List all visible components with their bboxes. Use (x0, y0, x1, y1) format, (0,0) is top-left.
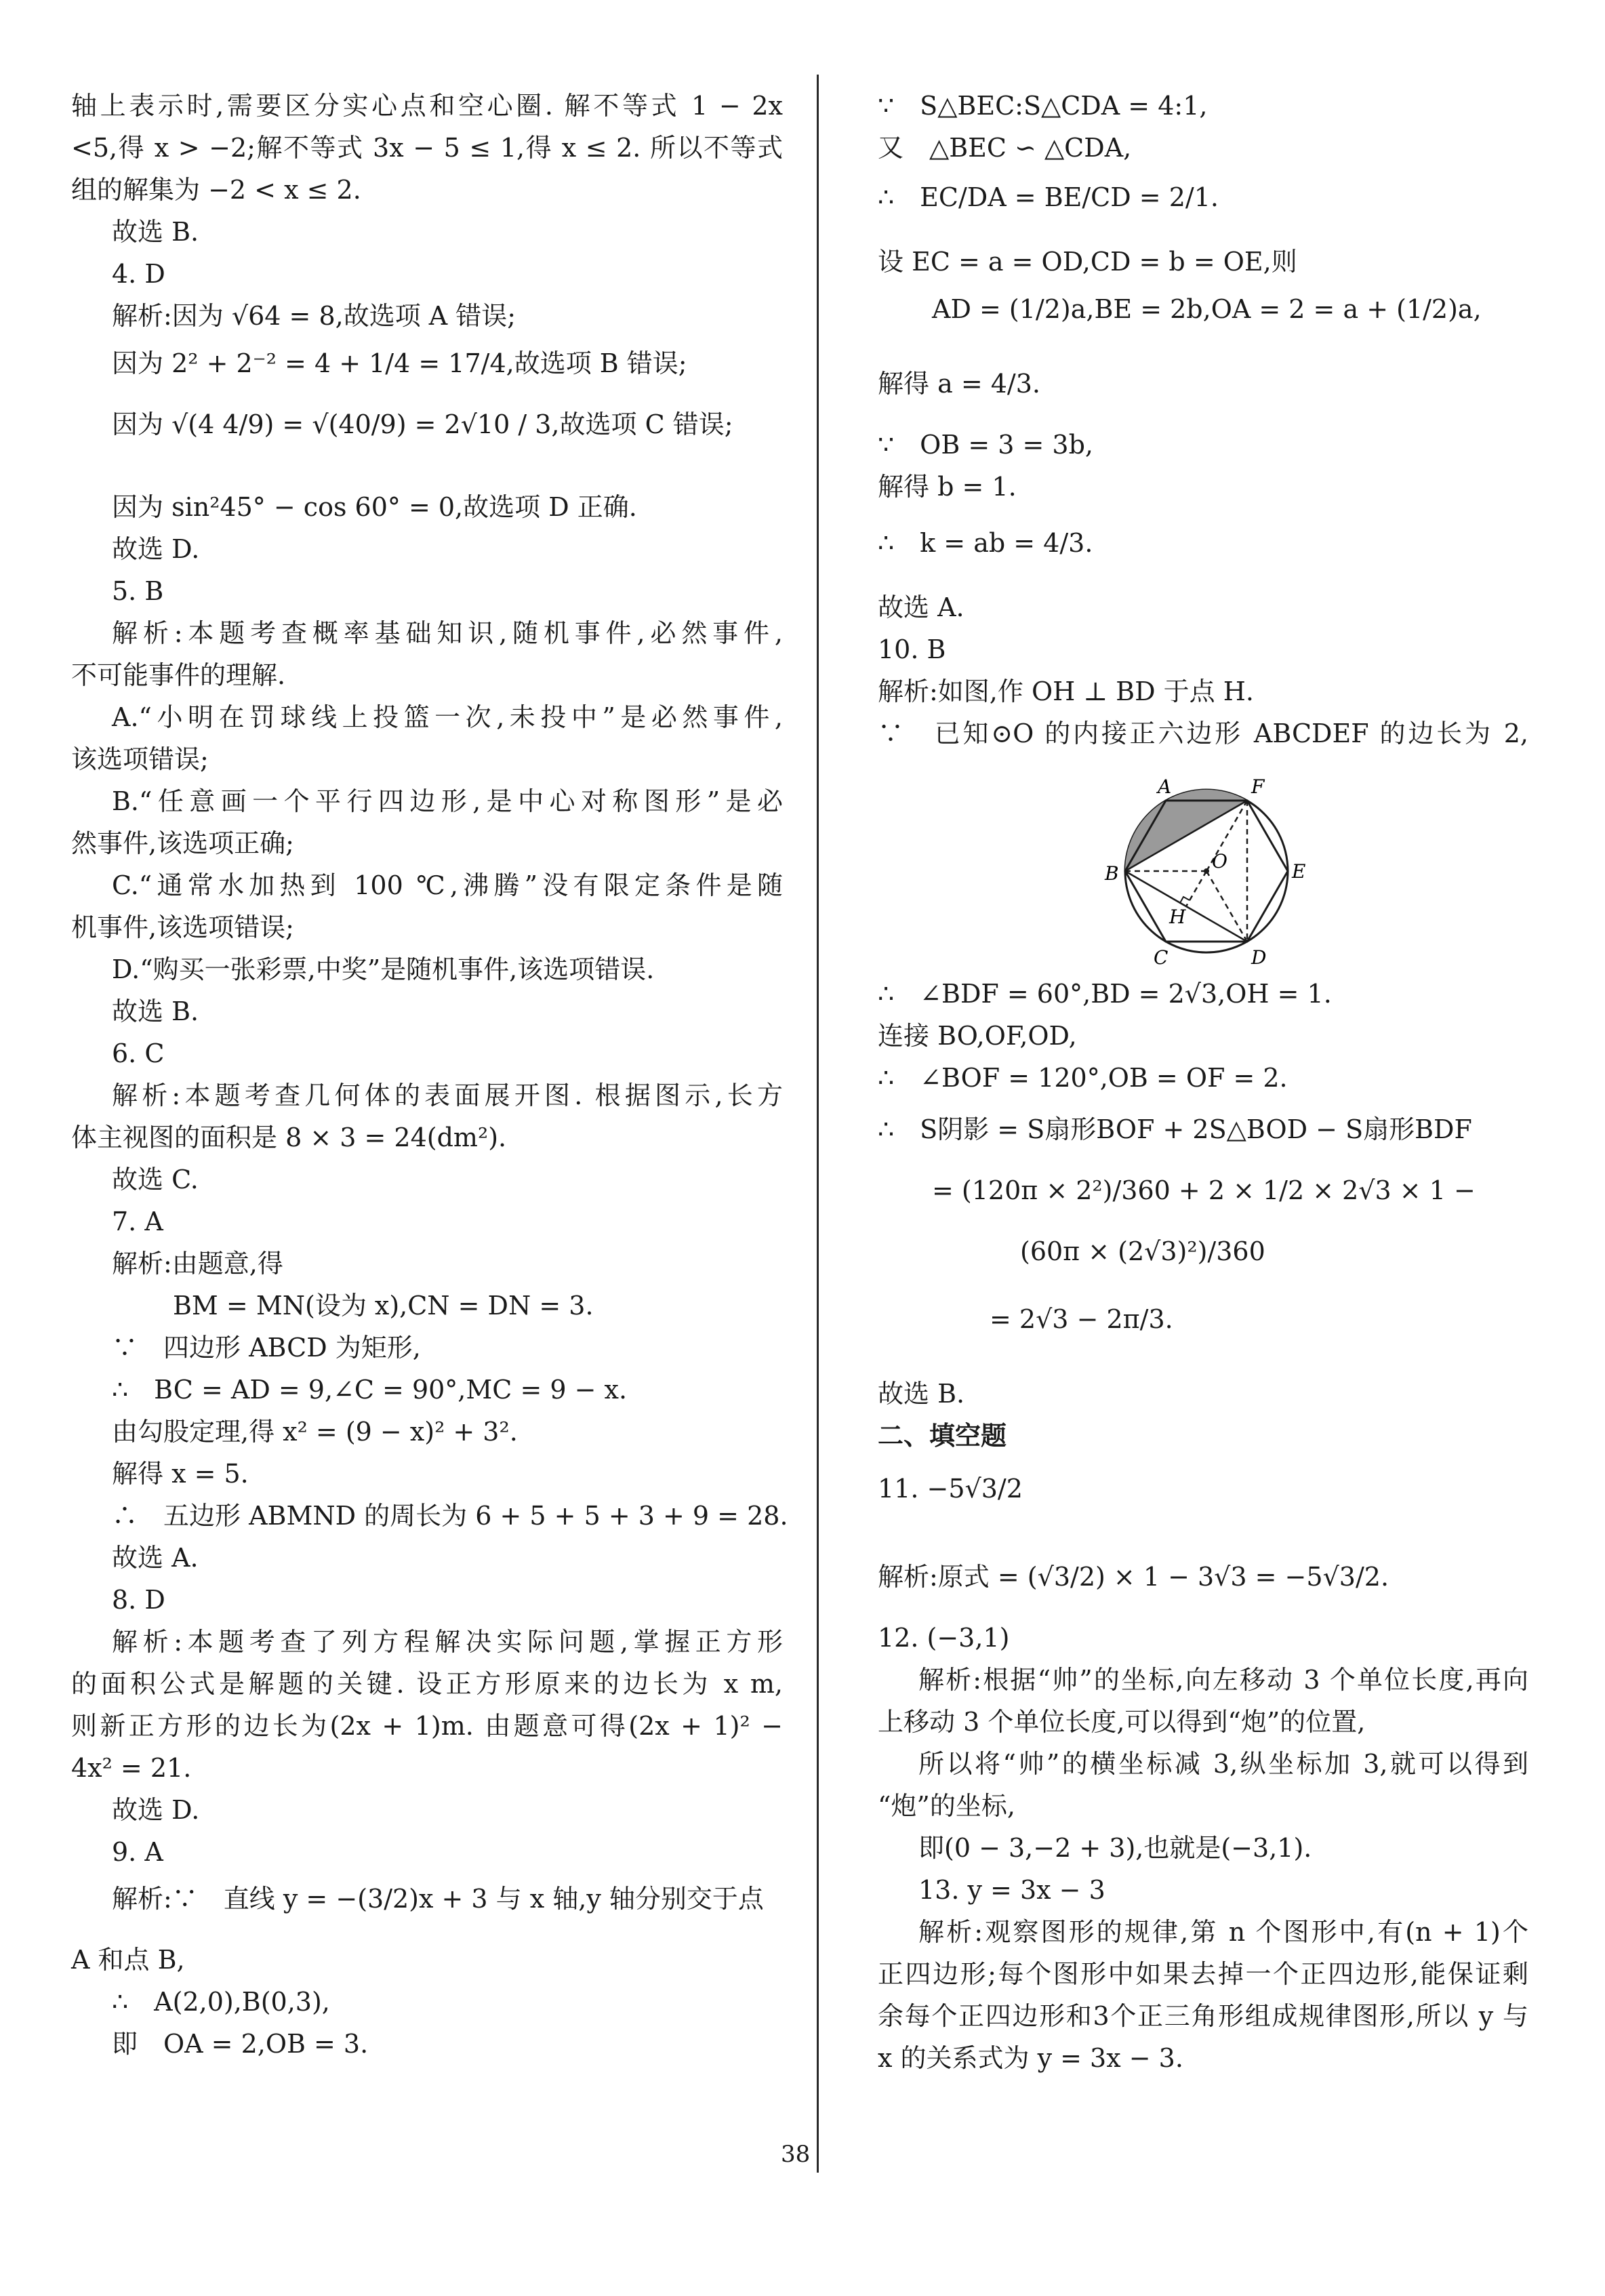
hexagon-circle-figure (1098, 773, 1322, 969)
left-text-line: 不可能事件的理解. (71, 660, 286, 690)
right-text-line: 余每个正四边形和3个正三角形组成规律图形,所以 y 与 (878, 2001, 1528, 2031)
right-text-line: 11. −5√3/2 (878, 1474, 1023, 1504)
left-text-line: 即 OA = 2,OB = 3. (112, 2029, 369, 2059)
right-text-line: 所以将“帅”的横坐标减 3,纵坐标加 3,就可以得到 (918, 1749, 1528, 1779)
label-c: C (1154, 946, 1169, 969)
right-text-line: x 的关系式为 y = 3x − 3. (878, 2043, 1183, 2073)
left-text-line: 然事件,该选项正确; (71, 828, 294, 858)
center-dot (1204, 868, 1209, 874)
label-a: A (1158, 776, 1172, 798)
left-text-line: 解析:本题考查了列方程解决实际问题,掌握正方形 (112, 1627, 783, 1657)
right-text-line: 解析:如图,作 OH ⊥ BD 于点 H. (878, 677, 1254, 706)
left-text-line: 9. A (112, 1837, 163, 1867)
right-text-line: 12. (−3,1) (878, 1623, 1010, 1653)
right-text-line: AD = (1/2)a,BE = 2b,OA = 2 = a + (1/2)a, (932, 294, 1482, 324)
right-text-line: = (120π × 2²)/360 + 2 × 1/2 × 2√3 × 1 − (932, 1175, 1476, 1205)
left-text-line: 故选 B. (112, 217, 199, 247)
left-text-line: 由勾股定理,得 x² = (9 − x)² + 3². (112, 1417, 518, 1447)
right-text-line: 故选 B. (878, 1379, 965, 1409)
left-text-line: 解析:∵ 直线 y = −(3/2)x + 3 与 x 轴,y 轴分别交于点 (112, 1884, 764, 1914)
right-text-line: 即(0 − 3,−2 + 3),也就是(−3,1). (918, 1833, 1312, 1863)
right-text-line: ∵ S△BEC:S△CDA = 4:1, (878, 91, 1208, 121)
left-text-line: 5. B (112, 576, 164, 606)
left-text-line: 因为 √(4 4/9) = √(40/9) = 2√10 / 3,故选项 C 错误; (112, 409, 733, 439)
right-text-line: 二、填空题 (878, 1420, 1007, 1451)
left-text-line: 解析:本题考查概率基础知识,随机事件,必然事件, (112, 618, 783, 648)
left-text-line: ∴ 五边形 ABMND 的周长为 6 + 5 + 5 + 3 + 9 = 28. (112, 1501, 788, 1531)
right-text-line: (60π × (2√3)²)/360 (1020, 1236, 1265, 1266)
right-text-line: 解得 b = 1. (878, 472, 1017, 502)
segment-oh (1186, 871, 1206, 906)
left-text-line: A.“小明在罚球线上投篮一次,未投中”是必然事件, (112, 702, 783, 732)
left-text-line: 的面积公式是解题的关键. 设正方形原来的边长为 x m, (71, 1669, 783, 1699)
left-text-line: 解析:因为 √64 = 8,故选项 A 错误; (112, 301, 516, 331)
right-text-line: ∵ 已知⊙O 的内接正六边形 ABCDEF 的边长为 2, (878, 719, 1528, 748)
left-text-line: 4x² = 21. (71, 1753, 192, 1783)
right-text-line: ∴ k = ab = 4/3. (878, 528, 1093, 558)
left-text-line: 4. D (112, 259, 165, 289)
left-text-line: 则新正方形的边长为(2x + 1)m. 由题意可得(2x + 1)² − (71, 1711, 783, 1741)
right-text-line: ∴ ∠BOF = 120°,OB = OF = 2. (878, 1063, 1288, 1093)
left-text-line: 机事件,该选项错误; (71, 912, 294, 942)
left-text-line: 7. A (112, 1207, 163, 1236)
left-text-line: 故选 B. (112, 996, 199, 1026)
right-text-line: ∴ S阴影 = S扇形BOF + 2S△BOD − S扇形BDF (878, 1114, 1472, 1144)
right-text-line: 解析:根据“帅”的坐标,向左移动 3 个单位长度,再向 (918, 1665, 1528, 1695)
left-text-line: 体主视图的面积是 8 × 3 = 24(dm²). (71, 1123, 507, 1152)
right-text-line: 故选 A. (878, 592, 964, 622)
left-text-line: 组的解集为 −2 < x ≤ 2. (71, 175, 361, 205)
left-text-line: ∴ A(2,0),B(0,3), (112, 1987, 330, 2017)
left-text-line: <5,得 x > −2;解不等式 3x − 5 ≤ 1,得 x ≤ 2. 所以不等式 (71, 133, 783, 163)
left-text-line: 该选项错误; (71, 744, 209, 774)
label-h: H (1169, 906, 1186, 928)
shaded-region (1125, 790, 1247, 871)
left-text-line: ∵ 四边形 ABCD 为矩形, (112, 1333, 421, 1363)
right-text-line: 解析:观察图形的规律,第 n 个图形中,有(n + 1)个 (918, 1917, 1528, 1947)
left-text-line: A 和点 B, (71, 1945, 185, 1975)
label-e: E (1292, 860, 1306, 883)
right-text-line: “炮”的坐标, (878, 1791, 1015, 1821)
left-text-line: 故选 D. (112, 1795, 200, 1825)
left-text-line: 解析:本题考查几何体的表面展开图. 根据图示,长方 (112, 1081, 783, 1110)
left-text-line: C.“通常水加热到 100 ℃,沸腾”没有限定条件是随 (112, 870, 783, 900)
right-text-line: 正四边形;每个图形中如果去掉一个正四边形,能保证剩 (878, 1959, 1528, 1989)
left-text-line: ∴ BC = AD = 9,∠C = 90°,MC = 9 − x. (112, 1375, 628, 1405)
page-number: 38 (781, 2141, 811, 2168)
right-text-line: 解得 a = 4/3. (878, 369, 1040, 399)
left-text-line: 故选 C. (112, 1165, 199, 1194)
right-text-line: 设 EC = a = OD,CD = b = OE,则 (878, 247, 1297, 277)
right-text-line: 10. B (878, 635, 946, 664)
label-b: B (1105, 862, 1119, 885)
right-text-line: 又 △BEC ∽ △CDA, (878, 133, 1132, 163)
left-text-line: 轴上表示时,需要区分实心点和空心圈. 解不等式 1 − 2x (71, 91, 783, 121)
right-text-line: 13. y = 3x − 3 (918, 1875, 1105, 1905)
left-text-line: 解析:由题意,得 (112, 1249, 283, 1278)
column-divider (817, 75, 819, 2173)
right-angle-mark (1180, 897, 1190, 903)
left-text-line: 6. C (112, 1039, 165, 1068)
right-text-line: ∵ OB = 3 = 3b, (878, 430, 1094, 460)
left-text-line: 因为 sin²45° − cos 60° = 0,故选项 D 正确. (112, 492, 637, 522)
label-d: D (1251, 946, 1267, 969)
right-text-line: 连接 BO,OF,OD, (878, 1021, 1077, 1051)
right-text-line: = 2√3 − 2π/3. (990, 1304, 1173, 1334)
left-text-line: 8. D (112, 1585, 165, 1615)
left-text-line: 因为 2² + 2⁻² = 4 + 1/4 = 17/4,故选项 B 错误; (112, 348, 687, 378)
left-text-line: BM = MN(设为 x),CN = DN = 3. (173, 1291, 594, 1321)
label-f: F (1251, 776, 1265, 798)
left-text-line: 故选 D. (112, 534, 200, 564)
left-text-line: D.“购买一张彩票,中奖”是随机事件,该选项错误. (112, 954, 655, 984)
segment-od (1206, 871, 1247, 942)
right-text-line: ∴ ∠BDF = 60°,BD = 2√3,OH = 1. (878, 979, 1332, 1009)
left-text-line: 故选 A. (112, 1543, 199, 1573)
left-text-line: B.“任意画一个平行四边形,是中心对称图形”是必 (112, 786, 783, 816)
left-text-line: 解得 x = 5. (112, 1459, 249, 1489)
right-text-line: ∴ EC/DA = BE/CD = 2/1. (878, 182, 1219, 212)
right-text-line: 解析:原式 = (√3/2) × 1 − 3√3 = −5√3/2. (878, 1562, 1389, 1592)
label-o: O (1212, 850, 1227, 872)
right-text-line: 上移动 3 个单位长度,可以得到“炮”的位置, (878, 1707, 1366, 1737)
